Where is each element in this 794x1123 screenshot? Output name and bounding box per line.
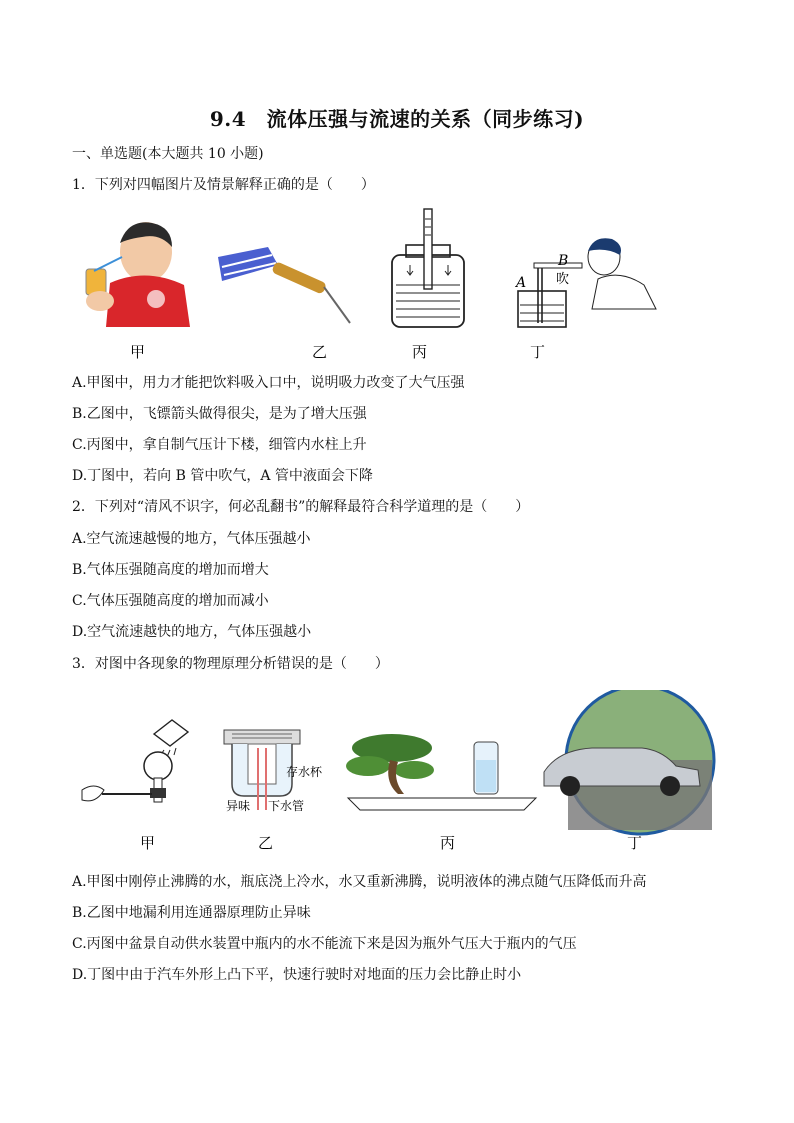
q3-option-d: D.丁图中由于汽车外形上凸下平，快速行驶时对地面的压力会比静止时小 bbox=[72, 967, 522, 983]
bonsai-water-supply-illustration bbox=[346, 734, 536, 810]
child-drinking-illustration bbox=[86, 222, 190, 327]
q1-option-b: B.乙图中，飞镖箭头做得很尖，是为了增大压强 bbox=[72, 406, 367, 422]
q2-option-d: D.空气流速越快的地方，气体压强越小 bbox=[72, 624, 312, 640]
page-title: 9.4 流体压强与流速的关系（同步练习) bbox=[209, 107, 585, 131]
blowing-tube-illustration bbox=[514, 238, 656, 327]
tube-b-label: B bbox=[558, 253, 569, 269]
q1-option-a: A.甲图中，用力才能把饮料吸入口中，说明吸力改变了大气压强 bbox=[72, 375, 465, 391]
q1-caption-jia: 甲 bbox=[130, 343, 146, 361]
blow-label: 吹 bbox=[556, 272, 570, 287]
q2-option-b: B.气体压强随高度的增加而增大 bbox=[72, 562, 269, 578]
q1-caption-yi: 乙 bbox=[312, 343, 328, 361]
q1-caption-bing: 丙 bbox=[412, 343, 428, 361]
q3-option-b: B.乙图中地漏利用连通器原理防止异味 bbox=[72, 905, 311, 921]
drain-pipe-label: 下水管 bbox=[268, 799, 305, 813]
barometer-illustration bbox=[392, 209, 464, 327]
q3-caption-yi: 乙 bbox=[258, 834, 274, 852]
q2-option-c: C.气体压强随高度的增加而减小 bbox=[72, 593, 269, 609]
odor-label: 异味 bbox=[226, 799, 251, 813]
dart-illustration bbox=[218, 247, 350, 323]
storage-cup-label: 存水杯 bbox=[286, 765, 323, 779]
q3-option-a: A.甲图中刚停止沸腾的水，瓶底浇上冷水，水又重新沸腾，说明液体的沸点随气压降低而升高 bbox=[72, 874, 647, 890]
flask-cold-water-illustration bbox=[82, 720, 188, 802]
q3-stem: 3．对图中各现象的物理原理分析错误的是（ ） bbox=[72, 656, 389, 672]
q3-caption-bing: 丙 bbox=[440, 834, 456, 852]
q1-figure bbox=[72, 205, 672, 365]
q2-stem: 2．下列对“清风不识字，何必乱翻书”的解释最符合科学道理的是（ ） bbox=[72, 499, 530, 515]
q1-caption-ding: 丁 bbox=[530, 343, 546, 361]
q1-stem: 1．下列对四幅图片及情景解释正确的是（ ） bbox=[72, 177, 375, 193]
q3-figure bbox=[72, 690, 722, 860]
q3-option-c: C.丙图中盆景自动供水装置中瓶内的水不能流下来是因为瓶外气压大于瓶内的气压 bbox=[72, 936, 577, 952]
q2-option-a: A.空气流速越慢的地方，气体压强越小 bbox=[72, 531, 311, 547]
car-illustration bbox=[544, 690, 714, 834]
q1-option-c: C.丙图中，拿自制气压计下楼，细管内水柱上升 bbox=[72, 437, 367, 453]
tube-a-label: A bbox=[516, 275, 527, 291]
floor-drain-illustration bbox=[224, 730, 323, 813]
q1-option-d: D.丁图中，若向 B 管中吹气，A 管中液面会下降 bbox=[72, 468, 373, 484]
q3-caption-jia: 甲 bbox=[140, 834, 156, 852]
q3-caption-ding: 丁 bbox=[627, 834, 643, 852]
section-heading: 一、单选题(本大题共 10 小题) bbox=[72, 146, 264, 162]
